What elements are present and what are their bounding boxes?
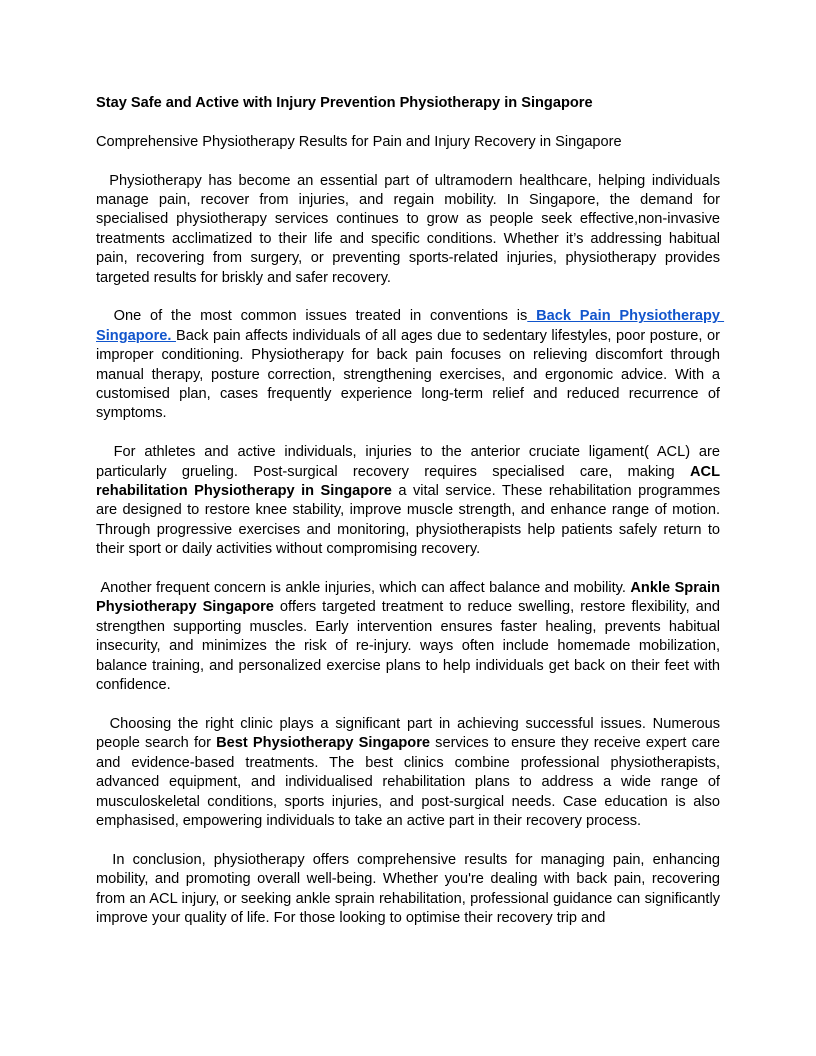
paragraph-acl-lead: For athletes and active individuals, injuries to the anterior cruciate ligament( ACL) are particularly grueling. Post-surgical recovery requires specialised care, making <box>96 444 725 480</box>
paragraph-intro-text: Physiotherapy has become an essential part of ultramodern healthcare, helping individuals manage pain, recover from injuries, and regain mobility. In Singapore, the demand for specialised physiotherapy services continues to grow as people seek effective,non-invasive treatments acclimatized to their life and specific conditions. Whether it’s addressing habitual pain, recovering from surgery, or preventing sports-related injuries, physiotherapy provides targeted results for briskly and safer recovery. <box>96 172 725 286</box>
document-subtitle: Comprehensive Physiotherapy Results for Pain and Injury Recovery in Singapore <box>96 133 622 150</box>
paragraph-conclusion-text: In conclusion, physiotherapy offers comprehensive results for managing pain, enhancing mobility, and promoting overall well-being. Whether you're dealing with back pain, recovering from an ACL injury, or seeking ankle sprain rehabilitation, professional guidance can significantly improve your quality of life. For those looking to optimise their recovery trip and <box>96 851 725 926</box>
paragraph-conclusion <box>96 851 725 929</box>
paragraph-clinic-lead: Choosing the right clinic plays a significant part in achieving successful issues. Numerous people search for <box>96 715 725 752</box>
paragraph-clinic <box>96 715 725 831</box>
paragraph-back-pain-body: Back pain affects individuals of all ages due to sedentary lifestyles, poor posture, or improper conditioning. Physiotherapy for back pain focuses on relieving discomfort through manual therapy, posture correction, strengthening exercises, and ergonomic advice. With a customised plan, cases frequently experience long-term relief and reduced recurrence of symptoms. <box>96 327 720 422</box>
paragraph-acl-body: a vital service. These rehabilitation programmes are designed to restore knee stability, improve muscle strength, and enhance range of motion. Through progressive exercises and monitoring, physiotherapists help patients safely return to their sport or daily activities without compromising recovery. <box>96 483 721 558</box>
acl-rehabilitation-keyword: ACL rehabilitation Physiotherapy in Singapore <box>96 463 720 500</box>
best-physiotherapy-keyword: Best Physiotherapy Singapore <box>216 735 431 752</box>
back-pain-physiotherapy-link[interactable]: Back Pain Physiotherapy Singapore. <box>96 308 725 344</box>
paragraph-ankle-lead: Another frequent concern is ankle injuries, which can affect balance and mobility. <box>96 580 631 597</box>
document-page <box>96 94 725 928</box>
paragraph-back-pain-lead: One of the most common issues treated in conventions is <box>96 308 528 325</box>
paragraph-intro <box>96 172 725 288</box>
ankle-sprain-keyword: Ankle Sprain Physiotherapy Singapore <box>96 580 720 616</box>
paragraph-ankle-body: offers targeted treatment to reduce swelling, restore flexibility, and strengthen supporting muscles. Early intervention ensures faster healing, prevents habitual insecurity, and minimizes the risk of re-injury. ways often include homemade mobilization, balance training, and personalized exercise plans to help individuals get back on their feet with confidence. <box>96 599 721 694</box>
paragraph-acl <box>96 443 725 559</box>
document-title: Stay Safe and Active with Injury Prevention Physiotherapy in Singapore <box>96 95 593 111</box>
paragraph-clinic-body: services to ensure they receive expert care and evidence-based treatments. The best clinics combine professional physiotherapists, advanced equipment, and individualised rehabilitation plans to address a wide range of musculoskeletal conditions, sports injuries, and post-surgical needs. Case education is also emphasised, empowering individuals to take an active part in their recovery process. <box>96 735 721 829</box>
paragraph-back-pain <box>96 307 725 423</box>
paragraph-ankle <box>96 579 720 695</box>
